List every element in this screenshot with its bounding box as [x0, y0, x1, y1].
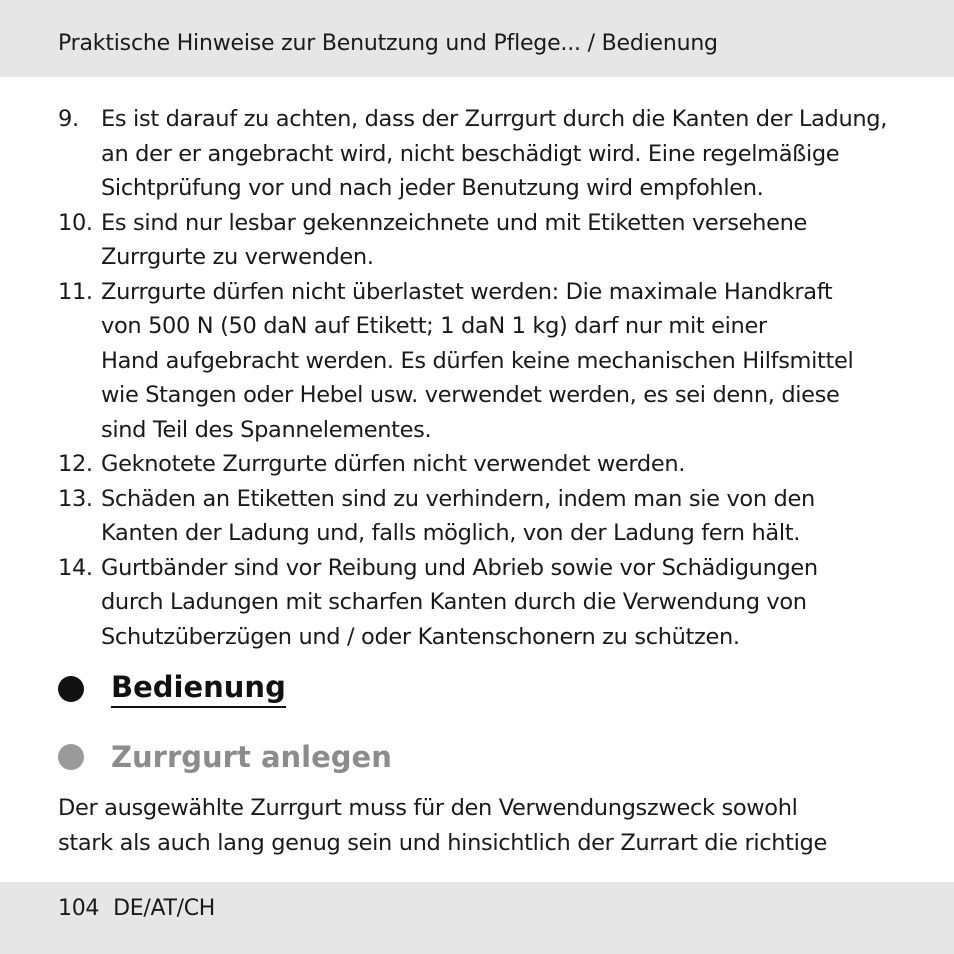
paragraph-line: stark als auch lang genug sein und hinsichtlich der Zurrart die richtige [58, 829, 827, 856]
item-text-line: Hand aufgebracht werden. Es dürfen keine mechanischen Hilfsmittel [101, 347, 854, 374]
page-number: 104 [58, 896, 100, 921]
list-item [58, 206, 888, 275]
item-number: 11. [58, 278, 93, 305]
item-text-line: wie Stangen oder Hebel usw. verwendet werden, es sei denn, diese [101, 382, 840, 408]
item-number: 13. [58, 485, 93, 512]
locale-label: DE/AT/CH [113, 896, 216, 921]
running-header: Praktische Hinweise zur Benutzung und Pflege... / Bedienung [58, 31, 718, 56]
subsection-bullet-icon [58, 744, 84, 770]
item-text-line: Zurrgurte zu verwenden. [101, 244, 374, 270]
item-number: 9. [58, 106, 79, 132]
section-heading-bedienung [58, 669, 286, 708]
item-text-line: Sichtprüfung vor und nach jeder Benutzung wird empfohlen. [101, 175, 764, 201]
item-text-line: von 500 N (50 daN auf Etikett; 1 daN 1 kg) darf nur mit einer [101, 313, 767, 339]
item-text-line: Schutzüberzügen und / oder Kantenschonern zu schützen. [101, 623, 740, 650]
item-text-line: Geknotete Zurrgurte dürfen nicht verwendet werden. [101, 451, 686, 477]
item-text-line: Schäden an Etiketten sind zu verhindern, indem man sie von den [101, 485, 815, 512]
item-text-line: Zurrgurte dürfen nicht überlastet werden: Die maximale Handkraft [101, 278, 833, 305]
subsection-title: Zurrgurt anlegen [111, 740, 392, 774]
item-number: 12. [58, 451, 93, 477]
item-text-line: durch Ladungen mit scharfen Kanten durch die Verwendung von [101, 589, 807, 615]
footer-label [58, 894, 215, 924]
body-paragraph [58, 791, 888, 860]
paragraph-line: Der ausgewählte Zurrgurt muss für den Verwendungszweck sowohl [58, 795, 798, 821]
list-item [58, 447, 888, 482]
list-item [58, 275, 888, 448]
item-number: 10. [58, 209, 93, 236]
item-text-line: Es ist darauf zu achten, dass der Zurrgurt durch die Kanten der Ladung, [101, 106, 888, 132]
list-item [58, 551, 888, 655]
instruction-list [58, 102, 888, 654]
section-title: Bedienung [111, 669, 286, 708]
item-text-line: an der er angebracht wird, nicht beschädigt wird. Eine regelmäßige [101, 140, 840, 167]
item-text-line: Es sind nur lesbar gekennzeichnete und mit Etiketten versehene [101, 209, 807, 236]
list-item [58, 102, 888, 206]
list-item [58, 482, 888, 551]
section-bullet-icon [58, 676, 84, 702]
subsection-heading-zurrgurt-anlegen [58, 739, 392, 775]
item-text-line: Gurtbänder sind vor Reibung und Abrieb sowie vor Schädigungen [101, 554, 818, 581]
item-text-line: sind Teil des Spannelementes. [101, 416, 432, 443]
item-number: 14. [58, 554, 93, 581]
item-text-line: Kanten der Ladung und, falls möglich, von der Ladung fern hält. [101, 520, 801, 546]
